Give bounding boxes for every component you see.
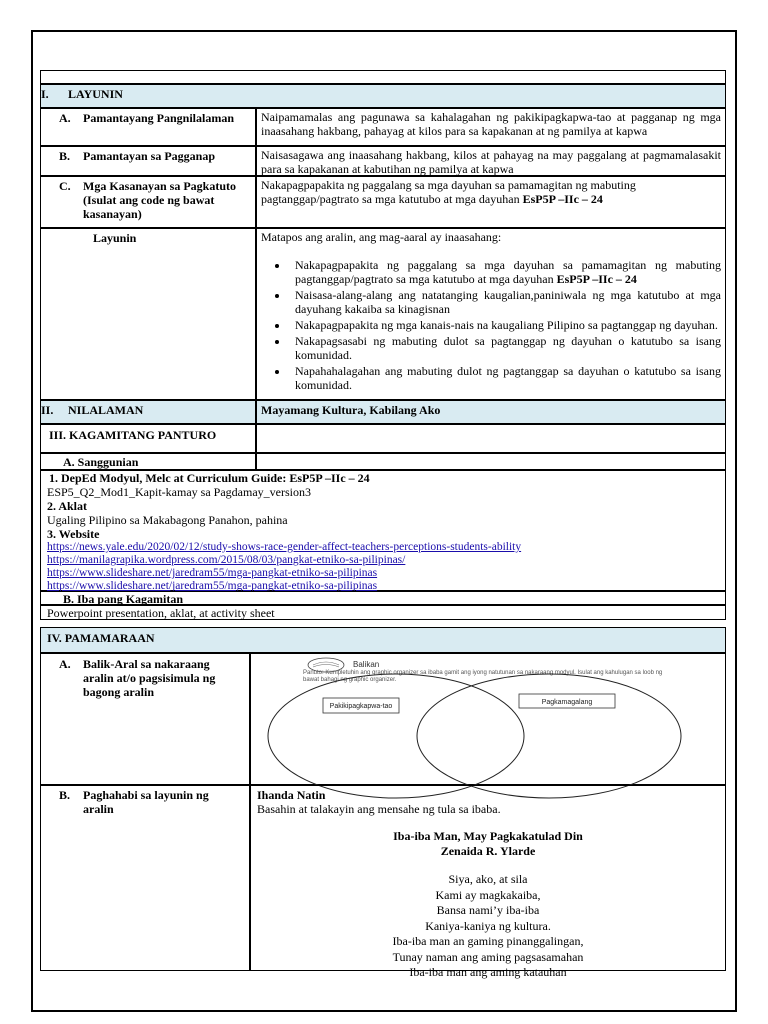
- row-content: Naisasagawa ang inaasahang hakbang, kilos at pahayag na may paggalang at pagmamalasakit para sa kapakanan at kabutihan ng pamilya at kapwa: [261, 148, 721, 176]
- balikan-title: Balikan: [353, 660, 380, 669]
- row-letter: C.: [59, 179, 71, 193]
- objective-item: • Nakapagsasabi ng mabuting dulot sa pagtanggap ng dayuhan o katutubo sa isang komunidad.: [289, 334, 721, 362]
- row-a-content-cell: [256, 108, 726, 146]
- row-label: Pamantayang Pangnilalaman: [83, 111, 235, 125]
- poem-line: Kaniya-kaniya ng kultura.: [425, 918, 551, 933]
- subsection-title: B. Iba pang Kagamitan: [63, 592, 184, 606]
- paghahabi-label-cell: [40, 785, 250, 971]
- kagamitan-empty-cell: [256, 424, 726, 453]
- iba-label-cell: [40, 591, 726, 605]
- pamamaraan-header-cell: [40, 627, 726, 653]
- poem-line: Kami ay magkakaiba,: [435, 887, 541, 902]
- poem-author: Zenaida R. Ylarde: [440, 844, 536, 858]
- venn-right-label: Pagkamagalang: [541, 699, 593, 706]
- nilalaman-content-cell: [256, 400, 726, 424]
- iba-content-cell: [40, 605, 726, 620]
- venn-left-label: Pakikipagkapwa-tao: [329, 703, 393, 710]
- subsection-title: A. Sanggunian: [63, 455, 139, 469]
- row-label: Paghahabi sa layunin ng aralin: [83, 788, 209, 816]
- references-cell: [40, 470, 726, 591]
- section-title: IV. PAMAMARAAN: [47, 631, 155, 645]
- balik-aral-content-cell: [250, 653, 726, 785]
- website-link[interactable]: https://www.slideshare.net/jaredram55/mga-pangkat-etniko-sa-pilipinas: [47, 580, 378, 592]
- website-link[interactable]: https://manilagrapika.wordpress.com/2015/08/03/pangkat-etniko-sa-pilipinas/: [47, 554, 406, 566]
- lesson-topic: Mayamang Kultura, Kabilang Ako: [261, 403, 441, 417]
- poem-line: Bansa nami’y iba-iba: [436, 903, 540, 917]
- poem-line: Tunay naman ang aming pagsasamahan: [392, 949, 584, 964]
- poem-title: Iba-iba Man, May Pagkakatulad Din: [393, 829, 583, 843]
- ref-modyul-body: ESP5_Q2_Mod1_Kapit-kamay sa Pagdamay_version3: [47, 485, 311, 499]
- objectives-intro: Matapos ang aralin, ang mag-aaral ay inaasahang:: [261, 230, 502, 244]
- section-title: LAYUNIN: [68, 87, 123, 101]
- website-link[interactable]: https://news.yale.edu/2020/02/12/study-shows-race-gender-affect-teachers-perceptions-students-ability: [47, 541, 522, 553]
- row-a-label-cell: [40, 108, 256, 146]
- section-layunin-header: [40, 84, 726, 108]
- row-label: Pamantayan sa Pagganap: [83, 149, 216, 163]
- website-link[interactable]: https://www.slideshare.net/jaredram55/mga-pangkat-etniko-sa-pilipinas: [47, 567, 378, 579]
- row-b-content-cell: [256, 146, 726, 176]
- ihanda-intro: Basahin at talakayin ang mensahe ng tula sa ibaba.: [257, 802, 501, 816]
- nilalaman-label-cell: [40, 400, 256, 424]
- ref-modyul-title: 1. DepEd Modyul, Melc at Curriculum Guide: EsP5P –IIc – 24: [49, 471, 370, 485]
- poem-line: Siya, ako, at sila: [448, 872, 528, 886]
- competency-code: EsP5P –IIc – 24: [522, 192, 603, 206]
- iba-content: Powerpoint presentation, aklat, at activity sheet: [47, 606, 275, 620]
- section-number: I.: [41, 87, 49, 101]
- objective-item: • Nakapagpapakita ng paggalang sa mga dayuhan sa pamamagitan ng mabuting pagtanggap/pagtrato sa mga katutubo at mga dayuhan EsP5P –IIc – 24: [289, 258, 721, 286]
- balik-aral-label-cell: [40, 653, 250, 785]
- row-letter: A.: [59, 111, 71, 125]
- row-label: Mga Kasanayan sa Pagkatuto (Isulat ang code ng bawat kasanayan): [83, 179, 237, 221]
- ihanda-title: Ihanda Natin: [257, 788, 326, 802]
- row-letter: A.: [59, 657, 71, 671]
- ref-aklat-body: Ugaling Pilipino sa Makabagong Panahon, pahina: [47, 513, 288, 527]
- sanggunian-empty-cell: [256, 453, 726, 470]
- poem-line: Iba-iba man an gaming pinanggalingan,: [392, 934, 584, 948]
- objectives-label-cell: [40, 228, 256, 400]
- objective-item: • Nakapagpapakita ng mga kanais-nais na kaugaliang Pilipino sa pagtanggap ng dayuhan.: [289, 318, 721, 332]
- row-letter: B.: [59, 149, 71, 163]
- row-c-label-cell: [40, 176, 256, 228]
- row-c-content-cell: [256, 176, 726, 228]
- balikan-venn-image: [251, 654, 725, 784]
- section-title: NILALAMAN: [68, 403, 144, 417]
- paghahabi-content-cell: [250, 785, 726, 979]
- top-empty-row: [40, 70, 726, 84]
- row-content: Nakapagpapakita ng paggalang sa mga dayuhan sa pamamagitan ng mabuting pagtanggap/pagtrato sa mga katutubo at mga dayuhan: [261, 178, 636, 206]
- objectives-label: Layunin: [93, 231, 137, 245]
- objectives-content-cell: [256, 228, 726, 400]
- kagamitan-header-cell: [40, 424, 256, 453]
- objective-item: • Naisasa-alang-alang ang natatanging kaugalian,paniniwala ng mga katutubo at mga dayuhang kakaiba sa kinagisnan: [289, 288, 721, 316]
- section-number: II.: [41, 403, 54, 417]
- row-b-label-cell: [40, 146, 256, 176]
- sanggunian-label-cell: [40, 453, 256, 470]
- row-content: Naipamamalas ang pagunawa sa kahalagahan ng pakikipagkapwa-tao at pagganap ng mga inaasahang hakbang, pahayag at kilos para sa kapakanan at ng pamilya at kapwa: [261, 110, 721, 138]
- poem-line: Iba-iba man ang aming katauhan: [409, 965, 567, 979]
- poem-body: [257, 872, 719, 981]
- ref-aklat-title: 2. Aklat: [47, 499, 88, 513]
- balikan-instruction: Panuto: Kumpletuhin ang graphic organizer sa ibaba gamit ang iyong natutunan sa nakaraang modyul. Isulat ang kahulugan sa loob ng bawat bahagi ng graphic organizer.: [303, 670, 663, 683]
- section-title: III. KAGAMITANG PANTURO: [49, 428, 217, 442]
- objectives-list: [261, 258, 721, 392]
- row-label: Balik-Aral sa nakaraang aralin at/o pagsisimula ng bagong aralin: [83, 657, 216, 699]
- row-letter: B.: [59, 788, 71, 802]
- ref-website-title: 3. Website: [47, 527, 100, 541]
- objective-item: • Napahahalagahan ang mabuting dulot ng pagtanggap sa dayuhan o katutubo sa isang komunidad.: [289, 364, 721, 392]
